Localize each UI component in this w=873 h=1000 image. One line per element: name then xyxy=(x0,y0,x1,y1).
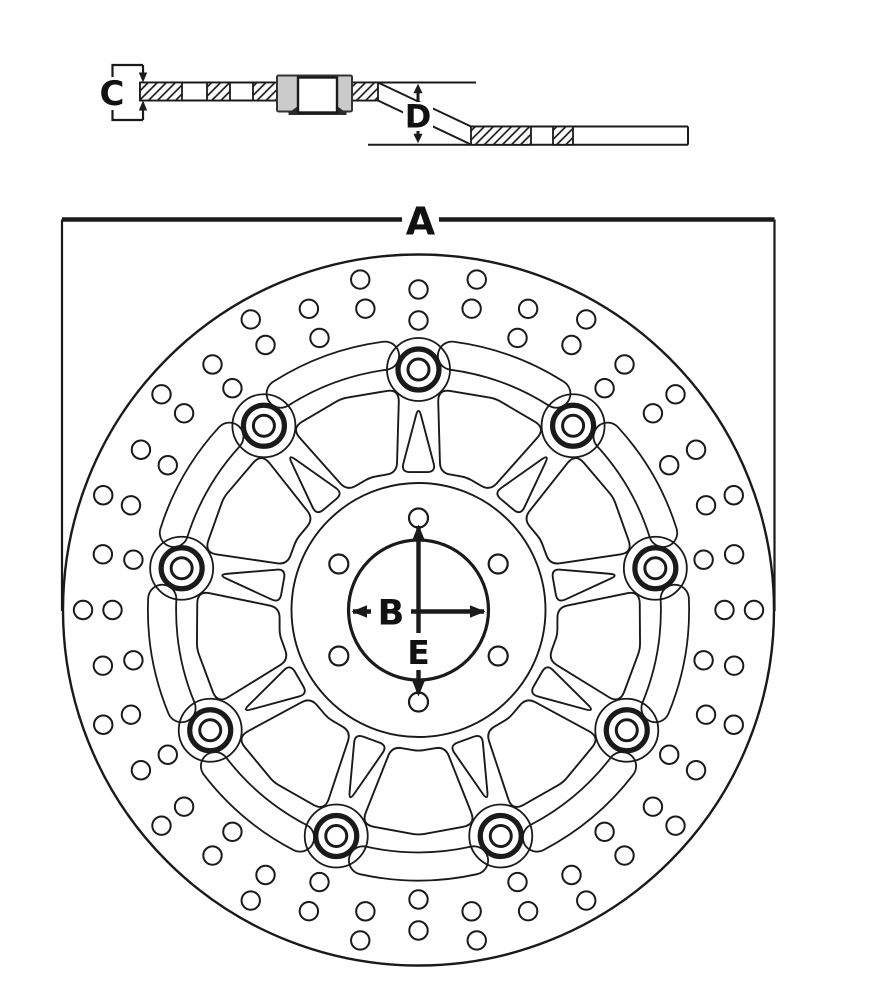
drill-hole xyxy=(159,746,177,764)
drill-hole xyxy=(242,891,260,909)
float-button-bore xyxy=(616,720,637,741)
drill-hole xyxy=(124,651,142,669)
drill-hole xyxy=(687,761,705,779)
drill-hole xyxy=(175,797,193,815)
drill-hole xyxy=(122,496,140,514)
drill-hole xyxy=(132,761,150,779)
drill-hole xyxy=(203,355,221,373)
drill-hole xyxy=(356,299,374,317)
drill-hole xyxy=(725,545,743,563)
mounting-hole xyxy=(329,647,348,666)
dim-label-c-text: C xyxy=(99,74,125,114)
relief-slot xyxy=(281,356,385,394)
drill-hole xyxy=(595,823,613,841)
relief-slot xyxy=(363,860,474,866)
spoke-triangle-opening xyxy=(222,570,284,601)
float-button-ring xyxy=(480,815,521,856)
dim-c-arrowhead-down xyxy=(139,73,147,83)
float-button-bore xyxy=(200,720,221,741)
drill-hole xyxy=(615,355,633,373)
drill-hole xyxy=(103,601,121,619)
section-hatch-segment xyxy=(253,83,277,101)
dim-label-c xyxy=(97,74,128,114)
float-button-bore xyxy=(253,415,274,436)
drill-hole xyxy=(745,601,763,619)
drill-hole xyxy=(94,486,112,504)
rivet-pin xyxy=(298,78,337,113)
front-view xyxy=(62,220,775,966)
drill-hole xyxy=(687,441,705,459)
drill-hole xyxy=(256,336,274,354)
relief-slot xyxy=(655,599,675,708)
drill-hole xyxy=(310,329,328,347)
float-button-ring xyxy=(190,710,231,751)
drill-hole xyxy=(660,456,678,474)
spoke-opening xyxy=(527,458,630,563)
drill-hole xyxy=(462,902,480,920)
drill-hole xyxy=(300,902,318,920)
drill-hole xyxy=(152,385,170,403)
drill-hole xyxy=(666,385,684,403)
dim-label-b-text: B xyxy=(377,593,405,634)
dim-label-a-text: A xyxy=(405,199,436,244)
drill-hole xyxy=(468,931,486,949)
dim-d-arrowhead-up xyxy=(413,84,422,94)
drill-hole xyxy=(644,404,662,422)
drill-hole xyxy=(694,651,712,669)
section-hatch-segment xyxy=(553,127,573,145)
drill-hole xyxy=(132,441,150,459)
drill-hole xyxy=(697,496,715,514)
dim-label-e-text: E xyxy=(407,633,430,672)
drill-hole xyxy=(562,336,580,354)
float-button-bore xyxy=(171,558,192,579)
drill-hole xyxy=(409,890,427,908)
drill-hole xyxy=(725,486,743,504)
cross-section-view xyxy=(113,65,689,145)
dim-label-b xyxy=(371,593,411,634)
drill-hole xyxy=(725,656,743,674)
drill-hole xyxy=(310,873,328,891)
drill-hole xyxy=(508,873,526,891)
float-button-ring xyxy=(606,710,647,751)
section-hatch-segment xyxy=(140,83,182,101)
drill-hole xyxy=(694,551,712,569)
drill-hole xyxy=(519,902,537,920)
relief-slot xyxy=(162,599,182,708)
drill-hole xyxy=(697,705,715,723)
float-button-ring xyxy=(161,548,202,589)
drill-hole xyxy=(519,300,537,318)
float-button-ring xyxy=(243,405,284,446)
dim-c-arrowhead-up xyxy=(139,101,147,111)
section-hatch-segment xyxy=(471,127,531,145)
float-button-ring xyxy=(635,548,676,589)
drill-hole xyxy=(122,705,140,723)
relief-slot xyxy=(452,356,556,394)
drill-hole xyxy=(351,270,369,288)
drill-hole xyxy=(175,404,193,422)
drill-hole xyxy=(223,823,241,841)
dim-label-a xyxy=(402,200,439,244)
dim-b-arrowhead-left xyxy=(352,605,368,617)
drill-hole xyxy=(94,716,112,734)
dim-label-e xyxy=(402,633,437,672)
mounting-hole xyxy=(489,647,508,666)
drill-hole xyxy=(94,656,112,674)
drill-hole xyxy=(203,846,221,864)
mounting-hole xyxy=(329,555,348,574)
drill-hole xyxy=(462,299,480,317)
drill-hole xyxy=(725,716,743,734)
section-hatch-segment xyxy=(207,83,230,101)
mounting-hole xyxy=(489,555,508,574)
drill-hole xyxy=(715,601,733,619)
drill-hole xyxy=(152,816,170,834)
drill-hole xyxy=(223,379,241,397)
drill-hole xyxy=(508,329,526,347)
drill-hole xyxy=(468,270,486,288)
drill-hole xyxy=(409,921,427,939)
float-button-bore xyxy=(645,558,666,579)
drill-hole xyxy=(159,456,177,474)
dim-label-d xyxy=(403,98,433,136)
drill-hole xyxy=(94,545,112,563)
section-hatch-segment xyxy=(352,83,378,101)
float-button-ring xyxy=(316,815,357,856)
drill-hole xyxy=(409,280,427,298)
float-button-bore xyxy=(408,359,429,380)
drill-hole xyxy=(615,846,633,864)
drill-hole xyxy=(124,551,142,569)
drill-hole xyxy=(409,311,427,329)
drill-hole xyxy=(351,931,369,949)
drill-hole xyxy=(595,379,613,397)
drill-hole xyxy=(660,746,678,764)
float-button-bore xyxy=(490,825,511,846)
float-button-ring xyxy=(398,349,439,390)
drill-hole xyxy=(300,300,318,318)
dim-b-arrowhead-right xyxy=(470,605,486,617)
drill-hole xyxy=(242,310,260,328)
drill-hole xyxy=(356,902,374,920)
float-button-ring xyxy=(553,405,594,446)
drill-hole xyxy=(644,797,662,815)
drill-hole xyxy=(562,866,580,884)
float-button-bore xyxy=(563,415,584,436)
drill-hole xyxy=(666,816,684,834)
spoke-opening xyxy=(365,748,473,835)
spoke-triangle-opening xyxy=(403,411,434,472)
float-button-bore xyxy=(326,825,347,846)
drill-hole xyxy=(577,891,595,909)
spoke-triangle-opening xyxy=(553,570,615,601)
drill-hole xyxy=(577,310,595,328)
dim-label-d-text: D xyxy=(404,97,432,136)
drill-hole xyxy=(74,601,92,619)
drill-hole xyxy=(256,866,274,884)
spoke-opening xyxy=(207,458,310,563)
